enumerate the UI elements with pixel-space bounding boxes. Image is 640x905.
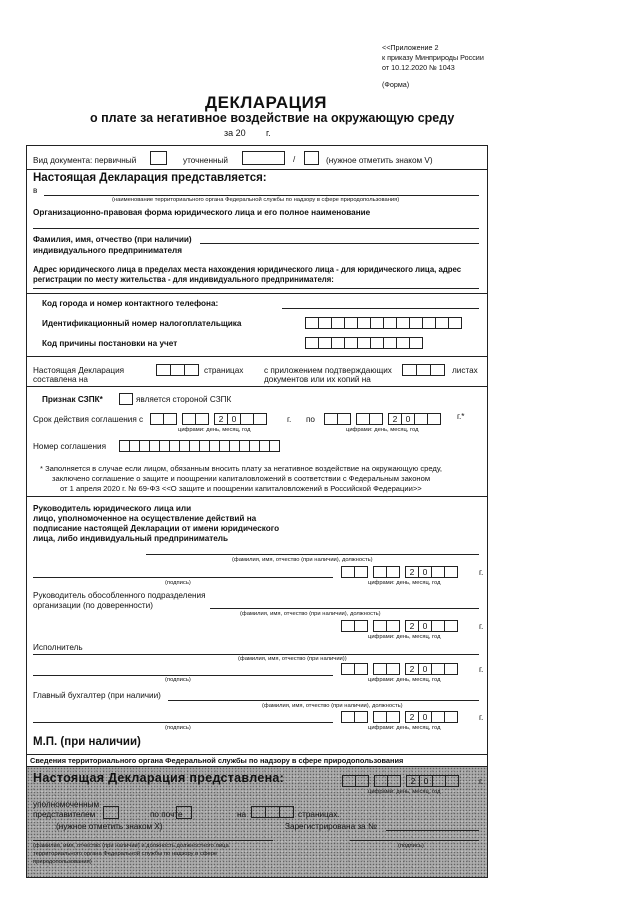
digit-cell[interactable] [357, 337, 371, 349]
digit-cell[interactable]: 2 [405, 711, 419, 723]
presented-date-caption: цифрами: день, месяц, год [368, 789, 441, 795]
branch-label-1: Руководитель обособленного подразделения [33, 591, 206, 600]
digit-cell[interactable] [355, 775, 369, 787]
digit-cell[interactable] [409, 337, 423, 349]
footnote-line2: заключено соглашение о защите и поощрении капиталовложений в соответствии с Федеральным законом [52, 474, 431, 483]
digit-cell[interactable] [387, 775, 401, 787]
digit-cell[interactable] [341, 620, 355, 632]
updated-label: уточненный [183, 156, 228, 165]
digit-cell[interactable] [431, 566, 445, 578]
digit-cell[interactable] [373, 663, 387, 675]
digit-cell[interactable] [435, 317, 449, 329]
executor-fio-caption: (фамилия, имя, отчество (при наличии)) [238, 656, 347, 662]
fio-label-1: Фамилия, имя, отчество (при наличии) [33, 235, 192, 244]
fio-label-2: индивидуального предпринимателя [33, 246, 183, 255]
digit-cell[interactable] [430, 364, 445, 376]
digit-cell[interactable] [318, 337, 332, 349]
appendix-line2: к приказу Минприроды России [382, 53, 484, 62]
accountant-signature-caption: (подпись) [165, 725, 191, 731]
digit-cell[interactable] [341, 663, 355, 675]
digit-cell[interactable] [318, 317, 332, 329]
digit-cell[interactable]: 2 [388, 413, 402, 425]
digit-cell[interactable] [150, 413, 164, 425]
validity-label: Срок действия соглашения с [33, 415, 144, 424]
digit-cell[interactable] [445, 775, 459, 787]
slash: / [293, 155, 296, 164]
digit-cell[interactable]: 0 [418, 663, 432, 675]
official-signature-caption: (подпись) [398, 843, 424, 849]
validity-from-suffix: г. [287, 415, 292, 424]
szpk-checkbox[interactable] [119, 393, 133, 405]
validity-to-label: по [306, 415, 315, 424]
digit-cell[interactable] [344, 337, 358, 349]
head-label-3: подписание настоящей Декларации от имени юридического [33, 524, 280, 533]
digit-cell[interactable] [383, 317, 397, 329]
by-rep-label-1: уполномоченным [33, 800, 100, 809]
digit-cell[interactable] [402, 364, 417, 376]
digit-cell[interactable]: 0 [418, 620, 432, 632]
agreement-number-label: Номер соглашения [33, 442, 107, 451]
digit-cell[interactable] [416, 364, 431, 376]
form-label: (Форма) [382, 80, 410, 89]
submitted-heading: Настоящая Декларация представляется: [33, 172, 267, 184]
digit-cell[interactable] [279, 806, 294, 818]
page-subtitle: о плате за негативное воздействие на окружающую среду [90, 111, 455, 125]
digit-cell[interactable] [341, 566, 355, 578]
presented-date-suffix: г. [479, 777, 484, 786]
digit-cell[interactable] [163, 413, 177, 425]
branch-date-suffix: г. [479, 622, 484, 631]
validity-to-caption: цифрами: день, месяц, год [346, 427, 419, 433]
digit-cell[interactable] [427, 413, 441, 425]
footnote-line1: * Заполняется в случае если лицом, обязанным вносить плату за негативное воздействие на окружающую среду, [40, 464, 443, 473]
correction-number-field[interactable] [242, 151, 285, 165]
digit-cell[interactable] [354, 620, 368, 632]
digit-cell[interactable]: 2 [405, 663, 419, 675]
digit-cell[interactable] [305, 337, 319, 349]
digit-cell[interactable] [354, 566, 368, 578]
footnote-line3: от 1 апреля 2020 г. № 69-ФЗ <<О защите и поощрении капиталовложений в Российской Федерации>> [60, 484, 422, 493]
digit-cell[interactable] [373, 566, 387, 578]
digit-cell[interactable] [386, 711, 400, 723]
branch-date-caption: цифрами: день, месяц, год [368, 634, 441, 640]
digit-cell[interactable]: 0 [418, 566, 432, 578]
period-prefix: за 20 [224, 128, 246, 138]
digit-cell[interactable] [444, 663, 458, 675]
digit-cell[interactable] [357, 317, 371, 329]
digit-cell[interactable] [396, 317, 410, 329]
digit-cell[interactable] [432, 775, 446, 787]
digit-cell[interactable] [356, 413, 370, 425]
digit-cell[interactable] [422, 317, 436, 329]
head-signature-caption: (подпись) [165, 580, 191, 586]
period-suffix: г. [266, 128, 271, 138]
digit-cell[interactable]: 2 [406, 775, 420, 787]
digit-cell[interactable] [444, 566, 458, 578]
digit-cell[interactable] [386, 663, 400, 675]
digit-cell[interactable] [195, 413, 209, 425]
inn-label: Идентификационный номер налогоплательщика [42, 319, 242, 328]
primary-checkbox[interactable] [150, 151, 167, 165]
digit-cell[interactable] [444, 711, 458, 723]
digit-cell[interactable] [253, 413, 267, 425]
digit-cell[interactable] [431, 711, 445, 723]
digit-cell[interactable]: 2 [405, 620, 419, 632]
digit-cell[interactable] [370, 317, 384, 329]
digit-cell[interactable] [265, 806, 280, 818]
accountant-date-suffix: г. [479, 713, 484, 722]
by-mail-label: по почте [150, 810, 183, 819]
digit-cell[interactable] [184, 364, 199, 376]
official-caption-1: (фамилия, имя, отчество (при наличии) и должность должностного лица [33, 843, 229, 849]
head-label-2: лицо, уполномоченное на осуществление действий на [33, 514, 257, 523]
digit-cell[interactable] [354, 663, 368, 675]
digit-cell[interactable]: 2 [214, 413, 228, 425]
digit-cell[interactable]: 0 [418, 711, 432, 723]
by-rep-checkbox[interactable] [103, 806, 119, 819]
digit-cell[interactable] [240, 413, 254, 425]
digit-cell[interactable] [386, 566, 400, 578]
executor-label: Исполнитель [33, 643, 83, 652]
appendix-line1: <<Приложение 2 [382, 43, 439, 52]
by-mail-checkbox[interactable] [176, 806, 192, 819]
digit-cell[interactable] [170, 364, 185, 376]
address-label-1: Адрес юридического лица в пределах места нахождения юридического лица - для юридического лица, адрес [33, 265, 462, 274]
digit-cell[interactable] [386, 620, 400, 632]
by-rep-label-2: представителем [33, 810, 96, 819]
branch-fio-caption: (фамилия, имя, отчество (при наличии), должность) [240, 611, 381, 617]
head-label-4: лица, либо индивидуальный предприниматель [33, 534, 229, 543]
digit-cell[interactable]: 0 [419, 775, 433, 787]
digit-cell[interactable]: 2 [405, 566, 419, 578]
digit-cell[interactable] [370, 337, 384, 349]
digit-cell[interactable] [331, 317, 345, 329]
official-caption-2: территориального органа Федеральной службы по надзору в сфере [33, 851, 218, 857]
validity-to-suffix: г.* [457, 412, 465, 421]
head-date-suffix: г. [479, 568, 484, 577]
digit-cell[interactable] [369, 413, 383, 425]
submitted-prefix: в [33, 186, 38, 195]
digit-cell[interactable] [444, 620, 458, 632]
digit-cell[interactable] [182, 413, 196, 425]
digit-cell[interactable] [374, 775, 388, 787]
validity-from-caption: цифрами: день, месяц, год [178, 427, 251, 433]
digit-cell[interactable] [305, 317, 319, 329]
updated-checkbox[interactable] [304, 151, 319, 165]
digit-cell[interactable] [341, 711, 355, 723]
digit-cell[interactable] [251, 806, 266, 818]
kpp-label: Код причины постановки на учет [42, 339, 178, 348]
on-label: на [237, 810, 247, 819]
digit-cell[interactable] [409, 317, 423, 329]
executor-signature-caption: (подпись) [165, 677, 191, 683]
digit-cell[interactable] [337, 413, 351, 425]
accountant-fio-caption: (фамилия, имя, отчество (при наличии), должность) [262, 703, 403, 709]
registered-label: Зарегистрирована за № [285, 822, 377, 831]
org-form-label: Организационно-правовая форма юридического лица и его полное наименование [33, 208, 371, 217]
digit-cell[interactable] [354, 711, 368, 723]
mark-hint: (нужное отметить знаком X) [56, 822, 163, 831]
szpk-label: Признак СЗПК* [42, 395, 103, 404]
auth-pages-word: страницах. [298, 810, 340, 819]
digit-cell[interactable] [414, 413, 428, 425]
digit-cell[interactable] [373, 711, 387, 723]
digit-cell[interactable] [324, 413, 338, 425]
digit-cell[interactable] [342, 775, 356, 787]
digit-cell[interactable] [156, 364, 171, 376]
authority-header: Сведения территориального органа Федеральной службы по надзору в сфере природопользования [30, 756, 404, 765]
branch-label-2: организации (по доверенности) [33, 601, 153, 610]
accountant-label: Главный бухгалтер (при наличии) [33, 691, 161, 700]
head-date-caption: цифрами: день, месяц, год [368, 580, 441, 586]
composed-label-2: составлена на [33, 375, 88, 384]
digit-cell[interactable] [331, 337, 345, 349]
digit-cell[interactable] [269, 440, 280, 452]
attach-label-2: документов или их копий на [264, 375, 371, 384]
attach-label-1: с приложением подтверждающих [264, 366, 392, 375]
head-fio-caption: (фамилия, имя, отчество (при наличии), должность) [232, 557, 373, 563]
digit-cell[interactable] [431, 663, 445, 675]
digit-cell[interactable] [344, 317, 358, 329]
composed-label-1: Настоящая Декларация [33, 366, 125, 375]
head-label-1: Руководитель юридического лица или [33, 504, 192, 513]
stamp-label: М.П. (при наличии) [33, 736, 141, 748]
szpk-checkbox-text: является стороной СЗПК [136, 395, 232, 404]
digit-cell[interactable] [383, 337, 397, 349]
official-caption-3: природопользования) [33, 859, 92, 865]
digit-cell[interactable] [396, 337, 410, 349]
appendix-line3: от 10.12.2020 № 1043 [382, 63, 455, 72]
digit-cell[interactable] [373, 620, 387, 632]
doc-type-hint: (нужное отметить знаком V) [326, 156, 433, 165]
digit-cell[interactable]: 0 [401, 413, 415, 425]
executor-date-suffix: г. [479, 665, 484, 674]
presented-heading: Настоящая Декларация представлена: [33, 771, 285, 785]
sheets-word: листах [452, 366, 478, 375]
executor-date-caption: цифрами: день, месяц, год [368, 677, 441, 683]
accountant-date-caption: цифрами: день, месяц, год [368, 725, 441, 731]
phone-label: Код города и номер контактного телефона: [42, 299, 219, 308]
address-label-2: регистрации по месту жительства - для индивидуального предпринимателя: [33, 275, 334, 284]
page-title: ДЕКЛАРАЦИЯ [205, 93, 328, 112]
pages-word: страницах [204, 366, 244, 375]
digit-cell[interactable]: 0 [227, 413, 241, 425]
digit-cell[interactable] [431, 620, 445, 632]
authority-caption: (наименование территориального органа Федеральной службы по надзору в сфере природопользования) [112, 197, 400, 203]
digit-cell[interactable] [448, 317, 462, 329]
doc-type-label: Вид документа: первичный [33, 156, 137, 165]
